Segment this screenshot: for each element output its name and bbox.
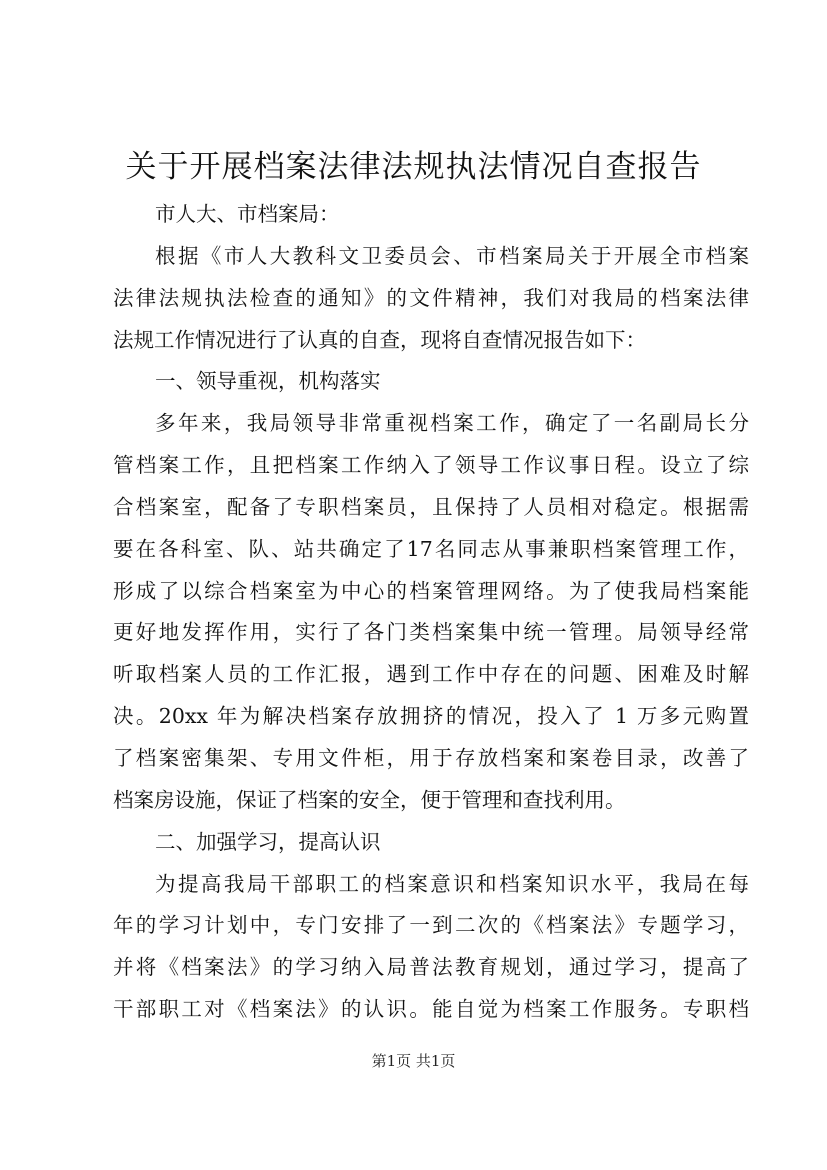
paragraph-line: 了档案密集架、专用文件柜，用于存放档案和案卷目录，改善了 <box>113 745 749 770</box>
paragraph-line: 形成了以综合档案室为中心的档案管理网络。为了使我局档案能 <box>113 578 749 603</box>
paragraph-line: 合档案室，配备了专职档案员，且保持了人员相对稳定。根据需 <box>113 494 749 519</box>
document-title: 关于开展档案法律法规执法情况自查报告 <box>125 149 702 185</box>
document-body <box>113 194 749 1031</box>
paragraph-line: 更好地发挥作用，实行了各门类档案集中统一管理。局领导经常 <box>113 620 749 645</box>
paragraph-line: 决。20xx 年为解决档案存放拥挤的情况，投入了 1 万多元购置 <box>113 704 749 729</box>
paragraph-line: 并将《档案法》的学习纳入局普法教育规划，通过学习，提高了 <box>113 955 749 980</box>
page-footer: 第1页 共1页 <box>371 1052 456 1070</box>
salutation-line: 市人大、市档案局： <box>155 202 340 226</box>
paragraph-line: 法规工作情况进行了认真的自查，现将自查情况报告如下： <box>113 327 646 352</box>
section-heading: 二、加强学习，提高认识 <box>155 829 381 854</box>
paragraph-line: 干部职工对《档案法》的认识。能自觉为档案工作服务。专职档 <box>113 997 749 1022</box>
paragraph-line: 听取档案人员的工作汇报，遇到工作中存在的问题、困难及时解 <box>113 662 749 687</box>
paragraph-line: 要在各科室、队、站共确定了17名同志从事兼职档案管理工作， <box>113 536 749 561</box>
paragraph-line: 年的学习计划中，专门安排了一到二次的《档案法》专题学习， <box>113 913 749 938</box>
paragraph-line: 管档案工作，且把档案工作纳入了领导工作议事日程。设立了综 <box>113 453 749 478</box>
paragraph-line: 档案房设施，保证了档案的安全，便于管理和查找利用。 <box>113 787 626 812</box>
paragraph-line: 根据《市人大教科文卫委员会、市档案局关于开展全市档案 <box>155 243 749 268</box>
paragraph-line: 法律法规执法检查的通知》的文件精神，我们对我局的档案法律 <box>113 285 749 310</box>
section-heading: 一、领导重视，机构落实 <box>155 369 381 394</box>
paragraph-line: 为提高我局干部职工的档案意识和档案知识水平，我局在每 <box>155 871 749 896</box>
paragraph-line: 多年来，我局领导非常重视档案工作，确定了一名副局长分 <box>155 411 749 436</box>
